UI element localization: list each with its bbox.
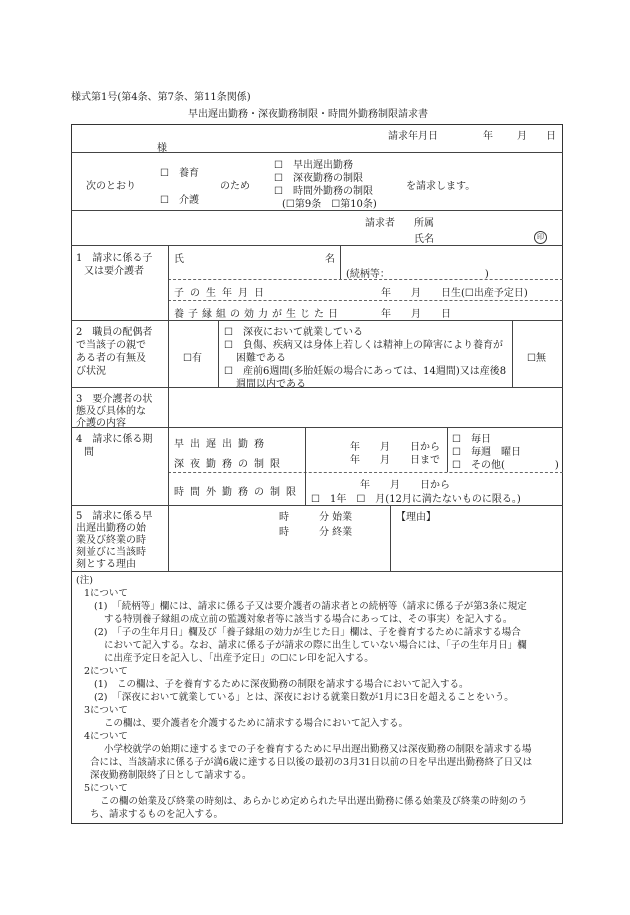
sec3-label-1: 3 要介護者の状 [76,394,153,405]
note-line: 小学校就学の始期に達するまでの子を養育するために早出遅出勤務又は深夜勤務の制限を請求する場 [104,744,532,755]
sec4-ot-period[interactable]: ☐ 1年 ☐ 月(12月に満たないものに限る。) [311,494,521,505]
request-day: 日 [546,131,556,142]
sec1-label-line1: 1 請求に係る子 [76,253,153,264]
note-line: 5について [84,783,128,794]
opt-early-late[interactable]: ☐ 早出遅出勤務 [274,160,353,171]
sec4-night-limit: 深夜勤務の制限 [174,459,286,470]
sec2-opt-b2: 困難である [236,353,286,364]
seal-mark: 印 [534,231,547,244]
rule-sec1-b [168,300,563,301]
note-line: この欄は、要介護者を介護するために請求する場合において記入する。 [104,718,409,729]
rule-6 [71,427,563,428]
sec1-name-left: 氏 [174,254,184,265]
sec4-divider-a [305,427,306,505]
sec5-divider [390,505,391,571]
sec4-overtime-limit: 時間外勤務の制限 [174,487,302,498]
sec4-from[interactable]: 年 月 日から [350,442,440,453]
sec5-label-5: 刻とする理由 [76,559,136,570]
sec1-birth-value[interactable]: 年 月 日生(☐出産予定日) [381,288,528,299]
note-line: 3について [84,705,128,716]
form-number: 様式第1号(第4条、第7条、第11条関係) [71,92,251,103]
request-month: 月 [517,131,527,142]
sec1-label-line2: 又は要介護者 [84,266,144,277]
note-line: (2) 「深夜において就業している」とは、深夜における就業日数が1月に3日を超えることをいう。 [94,692,514,703]
sec2-yes[interactable]: ☐有 [183,353,202,364]
sec5-label-1: 5 請求に係る早 [76,511,153,522]
sec3-label-3: 介護の内容 [76,418,126,429]
sec5-reason: 【理由】 [396,512,436,523]
note-line: この欄の始業及び終業の時刻は、あらかじめ定められた早出遅出勤務に係る始業及び終業の時刻のう [100,796,528,807]
opt-overtime-limit[interactable]: ☐ 時間外勤務の制限 [274,186,373,197]
article-choice[interactable]: (☐第9条 ☐第10条) [282,199,377,210]
requester-name-label: 氏名 [414,234,434,245]
rule-7 [71,505,563,506]
opt-childcare[interactable]: ☐ 養育 [160,168,199,179]
opt-night-limit[interactable]: ☐ 深夜勤務の制限 [274,173,363,184]
sec2-no[interactable]: ☐無 [527,353,546,364]
rule-8 [71,571,563,572]
rule-2 [71,210,563,211]
sec4-label-line2: 間 [84,447,94,458]
sec1-birth-label: 子の生年月日 [174,288,270,299]
note-line: に出産予定日を記入し、「出産予定日」の☐にレ印を記入する。 [104,653,374,664]
note-line: (2) 「子の生年月日」欄及び「養子縁組の効力が生じた日」欄は、子を養育するために請求する場合 [94,627,521,638]
note-line: (1) この欄は、子を養育するために深夜勤務の制限を請求する場合において記入する。 [94,679,469,690]
sec4-to[interactable]: 年 月 日まで [350,455,440,466]
col-label-divider [168,245,169,571]
rule-5 [71,387,563,388]
sec4-label-line1: 4 請求に係る期 [76,434,153,445]
note-line: ち、請求するものを記入する。 [90,809,224,820]
sec1-divider [340,245,341,279]
sec2-label-1: 2 職員の配偶者 [76,327,153,338]
sec2-opt-c2: 週間以内である [236,379,306,390]
sec1-adoption-value[interactable]: 年 月 日 [381,309,451,320]
rule-sec4 [168,472,563,473]
sec2-divider-b [512,320,513,387]
sec2-label-3: ある者の有無及 [76,353,146,364]
sec1-name-right: 名 [325,254,335,265]
purpose-tail: を請求します。 [406,181,476,192]
request-date-label: 請求年月日 [388,131,438,142]
sec4-ot-from[interactable]: 年 月 日から [360,480,450,491]
sec5-end[interactable]: 時 分 終業 [279,527,353,538]
sec2-label-2: で当該子の親で [76,340,146,351]
sec5-label-2: 出遅出勤務の始 [76,523,146,534]
request-year: 年 [483,131,493,142]
rule-3 [71,245,563,246]
sec2-divider-a [218,320,219,387]
purpose-lead: 次のとおり [86,181,136,192]
note-line: (1) 「続柄等」欄には、請求に係る子又は要介護者の請求者との続柄等（請求に係る子が第3条に規定 [94,601,527,612]
sec4-freq-weekly[interactable]: ☐ 毎週 曜日 [452,447,521,458]
note-line: 深夜勤務制限終了日として請求する。 [90,770,252,781]
addressee: 様 [157,143,167,154]
note-line: において記入する。なお、請求に係る子が請求の際に出生していない場合には、「子の生年月日」欄 [104,640,527,651]
sec2-opt-b1[interactable]: ☐ 負傷、疾病又は身体上若しくは精神上の障害により養育が [224,340,503,351]
sec1-adoption-label: 養子縁組の効力が生じた日 [174,309,342,320]
form-title: 早出遅出勤務・深夜勤務制限・時間外勤務制限請求書 [188,109,428,120]
sec3-label-2: 態及び具体的な [76,406,146,417]
opt-nursing[interactable]: ☐ 介護 [160,195,199,206]
sec4-early-late: 早出遅出勤務 [174,439,270,450]
note-line: 1について [84,588,128,599]
sec2-opt-c1[interactable]: ☐ 産前6週間(多胎妊娠の場合にあっては、14週間)又は産後8 [224,366,507,377]
note-line: 2について [84,666,128,677]
sec4-freq-other[interactable]: ☐ その他( ) [452,460,559,471]
requester-label: 請求者 [365,218,395,229]
note-line: 合には、当該請求に係る子が満6歳に達する日以後の最初の3月31日以前の日を早出遅出勤務終了日又は [90,757,533,768]
requester-dept-label: 所属 [414,218,434,229]
sec5-label-3: 業及び終業の時 [76,535,146,546]
sec4-freq-daily[interactable]: ☐ 毎日 [452,434,491,445]
sec1-relation[interactable]: (続柄等： ) [346,269,489,280]
sec4-divider-b [447,427,448,472]
rule-4 [71,320,563,321]
notes-head: (注) [76,575,93,586]
purpose-for: のため [220,181,250,192]
note-line: 4について [84,731,128,742]
rule-1 [71,152,563,153]
sec5-label-4: 刻並びに当該時 [76,547,146,558]
sec5-start[interactable]: 時 分 始業 [279,512,353,523]
sec2-opt-a[interactable]: ☐ 深夜において就業している [224,327,363,338]
sec2-label-4: び状況 [76,366,106,377]
note-line: する特別養子縁組の成立前の監護対象者等に該当する場合にあっては、その事実）を記入する。 [104,614,513,625]
